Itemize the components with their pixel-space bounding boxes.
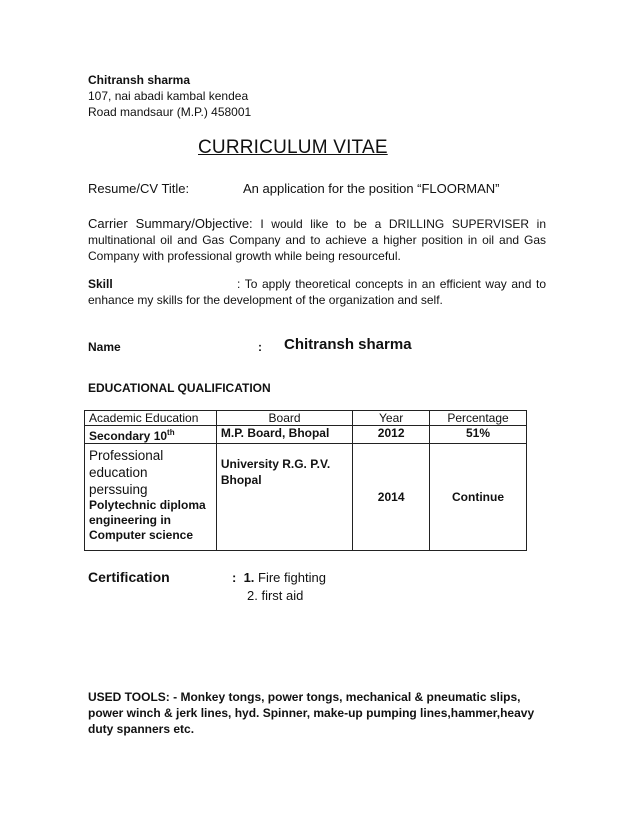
resume-title-value: An application for the position “FLOORMAN” [243,181,500,196]
cell-percentage: 51% [430,426,527,444]
skill-text: : To apply theoretical concepts in an efficient way and to enhance my skills for the development of the organization and self. [88,277,546,307]
address-line-1: 107, nai abadi kambal kendea [88,89,249,103]
objective-section [88,216,546,264]
certification-item-1-text: Fire fighting [254,570,326,585]
table-row [85,444,527,551]
table-header-row [85,411,527,426]
used-tools-section: USED TOOLS: - Monkey tongs, power tongs, mechanical & pneumatic slips, power winch & jerk lines, hyd. Spinner, make-up pumping lines,hammer,heavy duty spanners etc. [88,690,535,736]
table-row [85,426,527,444]
header-percentage: Percentage [430,411,527,426]
header-name: Chitransh sharma [88,73,191,87]
cell-education-text: Secondary 10 [89,429,168,443]
education-table [84,410,527,551]
cell-board: University R.G. P.V. Bhopal [216,444,352,551]
cell-percentage: Continue [430,444,527,551]
cell-year: 2012 [353,426,430,444]
cell-education [85,426,217,444]
document-title: CURRICULUM VITAE [198,137,388,158]
name-label: Name [88,340,121,354]
certification-label: Certification [88,569,170,585]
cell-year: 2014 [353,444,430,551]
objective-text: I would like to be a DRILLING SUPERVISER in multinational oil and Gas Company and to achieve a higher position in oil and Gas Company with professional growth while being resourceful. [88,217,546,263]
name-value: Chitransh sharma [284,336,412,353]
address-line-2: Road mandsaur (M.P.) 458001 [88,105,252,119]
resume-title-label: Resume/CV Title: [88,181,190,196]
cell-board: M.P. Board, Bhopal [216,426,352,444]
skill-section [88,276,546,308]
header-year: Year [353,411,430,426]
header-academic-education: Academic Education [85,411,217,426]
objective-label: Carrier Summary/Objective: [88,216,253,231]
cell-education-detail: Polytechnic diploma engineering in Computer science [89,498,206,542]
certification-item-1 [232,570,326,585]
skill-label: Skill [88,277,113,291]
certification-item-1-number: 1. [243,570,255,585]
cell-education [85,444,217,551]
education-heading: EDUCATIONAL QUALIFICATION [88,381,271,395]
header-board: Board [216,411,352,426]
name-colon: : [258,340,262,354]
cell-education-main: Professional education perssuing [89,448,164,497]
certification-colon: : [232,570,244,585]
certification-item-2: 2. first aid [247,588,304,603]
cell-education-sup: th [167,428,175,437]
